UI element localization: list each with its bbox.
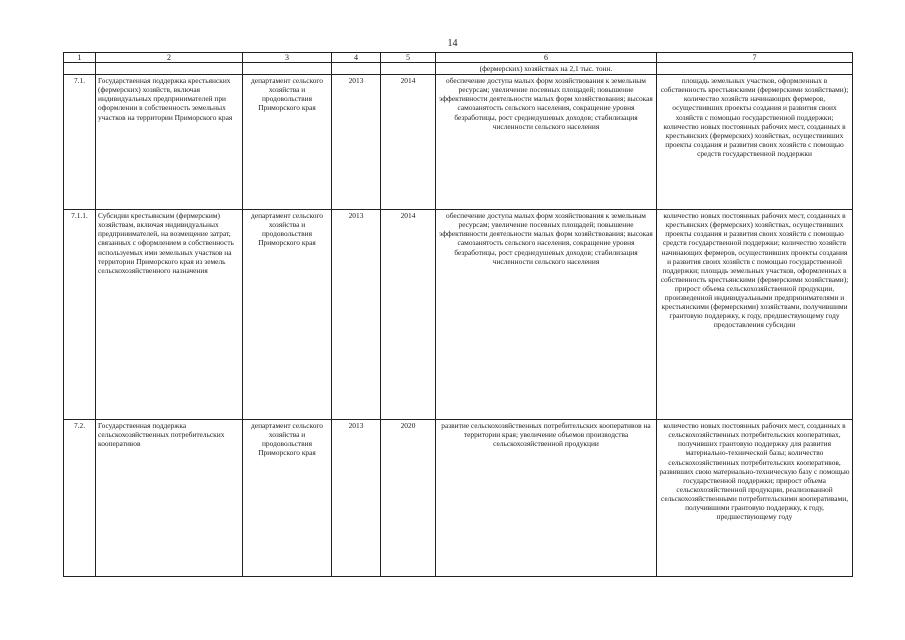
start-year: 2013: [332, 420, 381, 577]
executor: департамент сельского хозяйства и продовольствия Приморского края: [243, 420, 332, 577]
end-year: 2014: [381, 75, 436, 210]
program-table: [63, 52, 853, 577]
executor: департамент сельского хозяйства и продовольствия Приморского края: [243, 210, 332, 420]
indicators: площадь земельных участков, оформленных в собственность крестьянскими (фермерскими хозяйствами); количество хозяйств начинающих фермеров, осуществивших проекты создания и развития своих хозяйств с помощью государственной поддержки; количество новых постоянных рабочих мест, созданных в крестьянских (фермерских) хозяйствах, осуществивших проекты создания и развития своих хозяйств с помощью средств государственной поддержки: [657, 75, 853, 210]
header-row: [64, 53, 853, 63]
header-cell: 7: [657, 53, 853, 63]
end-year: 2014: [381, 210, 436, 420]
expected-result: обеспечение доступа малых форм хозяйствования к земельным ресурсам; увеличение посевных площадей; повышение эффективности деятельности малых форм хозяйствования; высокая самозанятость сельского населения, сокращение уровня безработицы, рост среднедушевых доходов; стабилизация численности сельского населения: [436, 210, 657, 420]
table-row: [64, 210, 853, 420]
header-cell: 1: [64, 53, 96, 63]
row-number: 7.1.: [64, 75, 96, 210]
table-row: [64, 420, 853, 577]
header-cell: 6: [436, 53, 657, 63]
indicators: количество новых постоянных рабочих мест, созданных в сельскохозяйственных потребительских кооперативах, получивших грантовую поддержку для развития материально-технической базы; количество сельскохозяйственных потребительских кооперативов, развивших свою материально-техническую базу с помощью государственной поддержки; прирост объема сельскохозяйственной продукции, реализованной сельскохозяйственными потребительскими кооперативами, получившими грантовую поддержку, к году, предшествующему году: [657, 420, 853, 577]
continuation-row: [64, 63, 853, 75]
header-cell: 5: [381, 53, 436, 63]
indicators: количество новых постоянных рабочих мест, созданных в крестьянских (фермерских) хозяйствах, осуществивших проекты создания и развития своих хозяйств с помощью средств государственной поддержки; количество хозяйств начинающих фермеров, осуществивших проекты создания и развития своих хозяйств с помощью государственной поддержки; площадь земельных участков, оформленных в собственность крестьянскими (фермерскими хозяйствами); прирост объема сельскохозяйственной продукции, произведенной индивидуальными предпринимателями и крестьянскими (фермерскими) хозяйствами, получившими грантовую поддержку, к году, предшествующему году предоставления субсидии: [657, 210, 853, 420]
continuation-text: (фермерских) хозяйствах на 2,1 тыс. тонн.: [436, 63, 657, 75]
header-cell: 4: [332, 53, 381, 63]
row-number: 7.2.: [64, 420, 96, 577]
executor: департамент сельского хозяйства и продовольствия Приморского края: [243, 75, 332, 210]
measure-name: Государственная поддержка крестьянских (фермерских) хозяйств, включая индивидуальных предпринимателей при оформлении в собственность земельных участков на территории Приморского края: [96, 75, 243, 210]
measure-name: Субсидии крестьянским (фермерским) хозяйствам, включая индивидуальных предпринимателей, на возмещение затрат, связанных с оформлением в собственность используемых ими земельных участков на территории Приморского края из земель сельскохозяйственного назначения: [96, 210, 243, 420]
header-cell: 2: [96, 53, 243, 63]
expected-result: развитие сельскохозяйственных потребительских кооперативов на территории края; увеличение объемов производства сельскохозяйственной продукции: [436, 420, 657, 577]
start-year: 2013: [332, 210, 381, 420]
row-number: 7.1.1.: [64, 210, 96, 420]
table-row: [64, 75, 853, 210]
header-cell: 3: [243, 53, 332, 63]
measure-name: Государственная поддержка сельскохозяйственных потребительских кооперативов: [96, 420, 243, 577]
end-year: 2020: [381, 420, 436, 577]
start-year: 2013: [332, 75, 381, 210]
expected-result: обеспечение доступа малых форм хозяйствования к земельным ресурсам; увеличение посевных площадей; повышение эффективности деятельности малых форм хозяйствования; высокая самозанятость сельского населения, сокращение уровня безработицы, рост среднедушевых доходов; стабилизация численности сельского населения: [436, 75, 657, 210]
page-number: 14: [447, 38, 458, 49]
